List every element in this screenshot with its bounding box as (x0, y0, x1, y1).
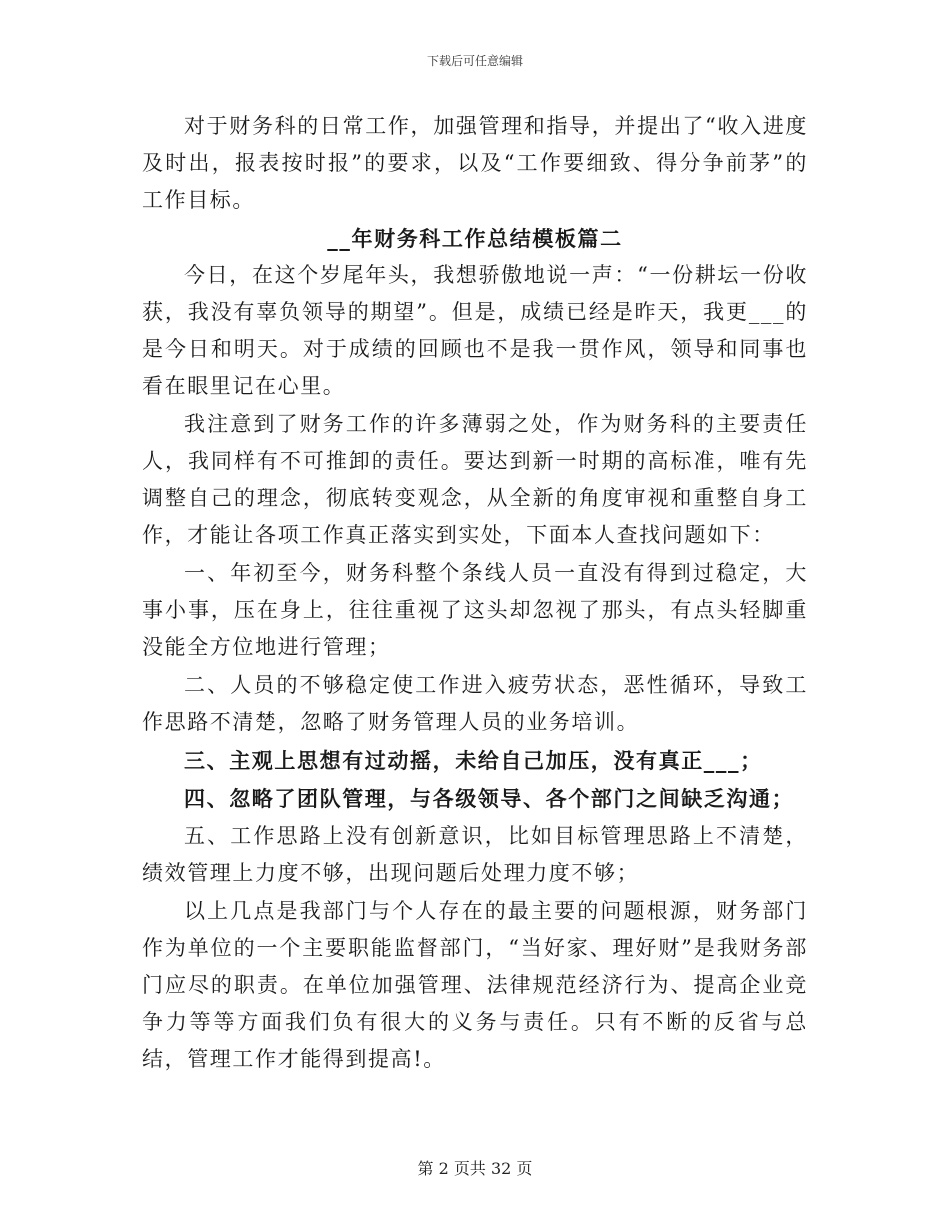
section-title: __年财务科工作总结模板篇二 (327, 226, 623, 251)
paragraph-8: 以上几点是我部门与个人存在的最主要的问题根源，财务部门作为单位的一个主要职能监督部门，“当好家、理好财”是我财务部门应尽的职责。在单位加强管理、法律规范经济行为、提高企业竞争力等等方面我们负有很大的义务与责任。只有不断的反省与总结，管理工作才能得到提高!。 (142, 899, 808, 1071)
document-body (142, 108, 808, 1079)
paragraph-intro: 对于财务科的日常工作，加强管理和指导，并提出了“收入进度及时出，报表按时报”的要求，以及“工作要细致、得分争前茅”的工作目标。 (142, 114, 808, 212)
paragraph-5: 三、主观上思想有过动摇，未给自己加压，没有真正___； (184, 748, 763, 773)
paragraph-6: 四、忽略了团队管理，与各级领导、各个部门之间缺乏沟通； (184, 786, 795, 811)
paragraph-3: 一、年初至今，财务科整个条线人员一直没有得到过稳定，大事小事，压在身上，往往重视了这头却忽视了那头，有点头轻脚重没能全方位地进行管理； (142, 561, 808, 659)
page-header-note: 下载后可任意编辑 (426, 54, 523, 68)
page-number: 第 2 页共 32 页 (417, 1159, 533, 1178)
paragraph-7: 五、工作思路上没有创新意识，比如目标管理思路上不清楚，绩效管理上力度不够，出现问题后处理力度不够； (142, 824, 808, 885)
paragraph-1: 今日，在这个岁尾年头，我想骄傲地说一声：“一份耕坛一份收获，我没有辜负领导的期望”。但是，成绩已经是昨天，我更___的是今日和明天。对于成绩的回顾也不是我一贯作风，领导和同事也看在眼里记在心里。 (142, 263, 808, 398)
paragraph-2: 我注意到了财务工作的许多薄弱之处，作为财务科的主要责任人，我同样有不可推卸的责任。要达到新一时期的高标准，唯有先调整自己的理念，彻底转变观念，从全新的角度审视和重整自身工作，才能让各项工作真正落实到实处，下面本人查找问题如下： (142, 412, 808, 547)
paragraph-4: 二、人员的不够稳定使工作进入疲劳状态，恶性循环，导致工作思路不清楚，忽略了财务管理人员的业务培训。 (142, 673, 808, 734)
